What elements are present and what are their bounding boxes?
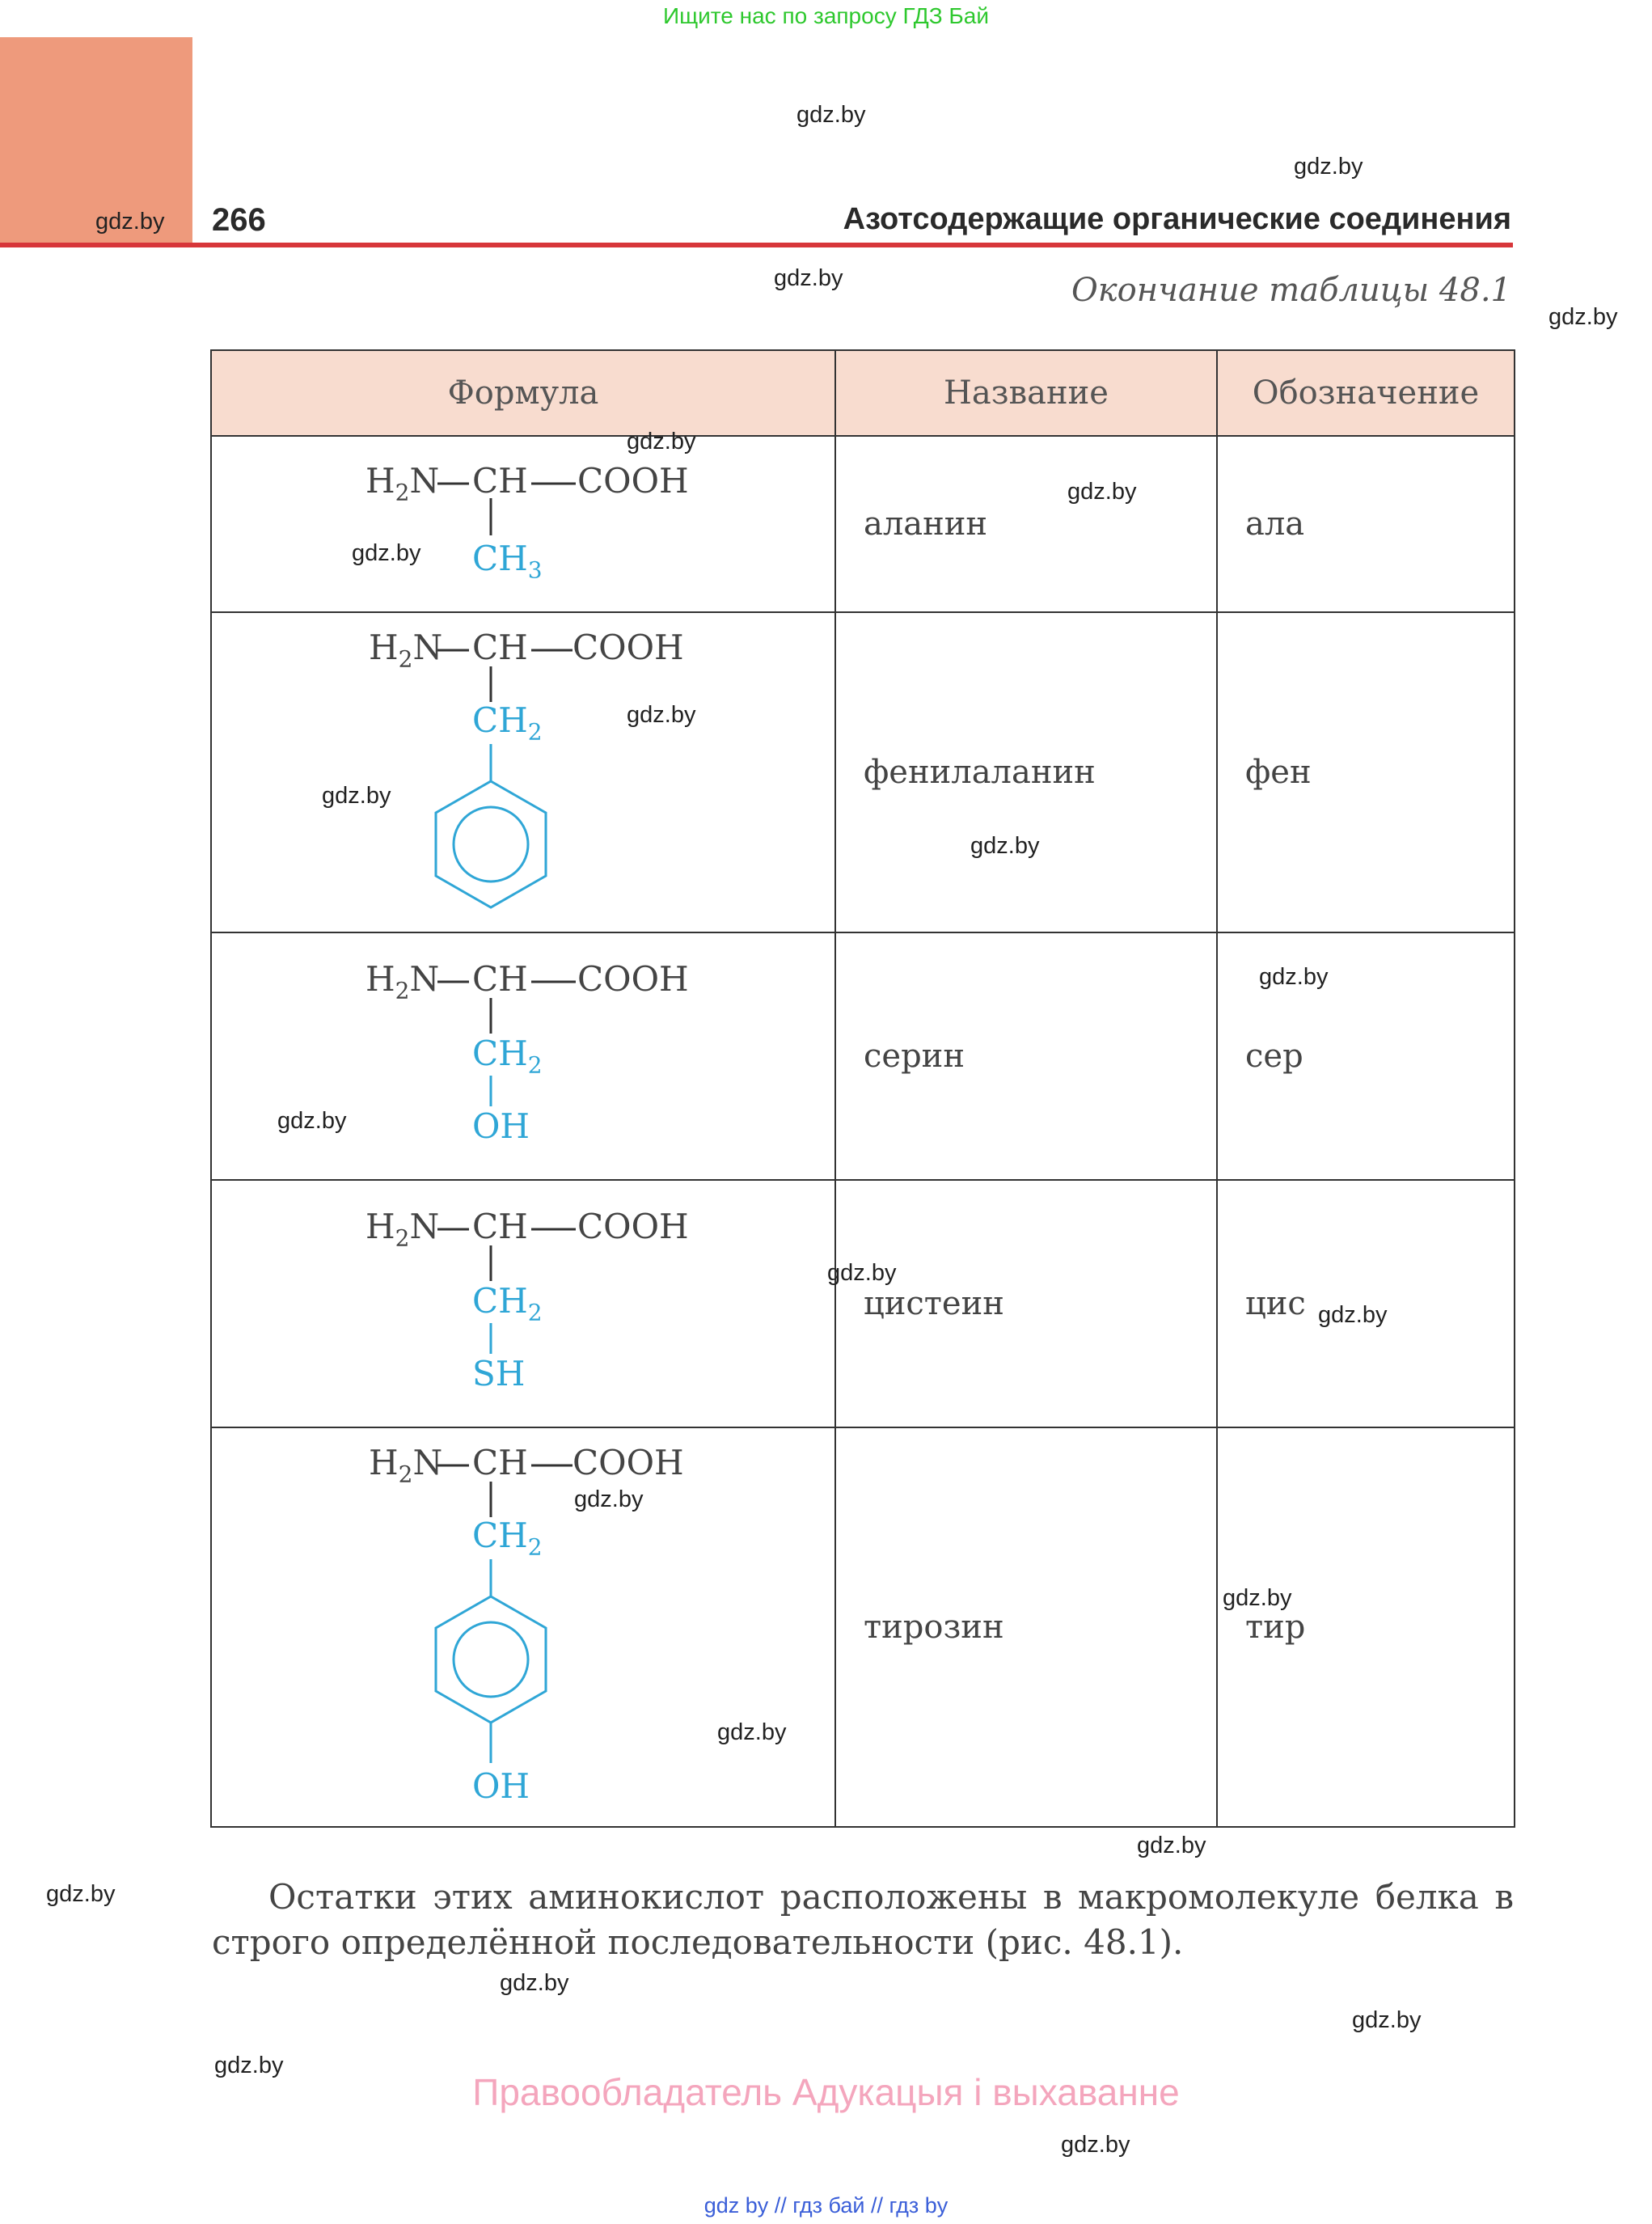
header-rule xyxy=(0,243,1513,247)
amino-code: тир xyxy=(1217,1427,1515,1827)
watermark: gdz.by xyxy=(970,833,1040,859)
table-header-row xyxy=(211,350,1515,436)
benzene-ring-icon xyxy=(436,1596,546,1723)
watermark: gdz.by xyxy=(322,783,391,809)
hydroxyl-group: OH xyxy=(472,1766,530,1806)
alpha-carbon: CH xyxy=(472,1207,528,1246)
watermark: gdz.by xyxy=(1318,1302,1388,1328)
amino-name: фенилаланин xyxy=(835,612,1217,932)
watermark: gdz.by xyxy=(1548,304,1618,330)
header-name: Название xyxy=(835,350,1217,436)
alpha-carbon: CH xyxy=(472,628,528,667)
carboxyl-group: COOH xyxy=(577,461,689,501)
watermark: gdz.by xyxy=(574,1486,644,1512)
amino-code: сер xyxy=(1217,932,1515,1180)
footer-links[interactable]: gdz by // гдз бай // гдз by xyxy=(703,2193,949,2218)
benzene-ring-icon xyxy=(436,781,546,907)
carboxyl-group: COOH xyxy=(572,1443,684,1482)
thiol-group: SH xyxy=(472,1354,526,1393)
alpha-carbon: CH xyxy=(472,461,528,501)
side-chain-methylene: $CH_2$ xyxy=(472,700,543,746)
amino-group: $H_2N$ xyxy=(369,628,443,673)
side-chain-methylene: $CH_2$ xyxy=(472,1516,543,1561)
amino-code: цис xyxy=(1217,1180,1515,1427)
formula-cell-phenylalanine xyxy=(211,612,835,932)
amino-name: серин xyxy=(835,932,1217,1180)
side-chain-methyl: $CH_3$ xyxy=(472,539,543,584)
watermark: gdz.by xyxy=(627,702,696,728)
watermark: gdz.by xyxy=(717,1719,787,1745)
carboxyl-group: COOH xyxy=(577,1207,689,1246)
watermark: gdz.by xyxy=(500,1970,569,1996)
amino-name: аланин xyxy=(835,436,1217,612)
watermark: gdz.by xyxy=(214,2053,284,2078)
watermark: gdz.by xyxy=(827,1260,897,1286)
header-formula: Формула xyxy=(211,350,835,436)
amino-code: фен xyxy=(1217,612,1515,932)
watermark: gdz.by xyxy=(1061,2132,1130,2158)
header-code: Обозначение xyxy=(1217,350,1515,436)
amino-group: $H_2N$ xyxy=(365,1207,440,1252)
amino-code: ала xyxy=(1217,436,1515,612)
amino-name: тирозин xyxy=(835,1427,1217,1827)
side-chain-methylene: $CH_2$ xyxy=(472,1034,543,1079)
watermark: gdz.by xyxy=(1067,479,1137,505)
carboxyl-group: COOH xyxy=(577,959,689,999)
watermark: gdz.by xyxy=(774,265,843,291)
table-row xyxy=(211,436,1515,612)
formula-cell-alanine xyxy=(211,436,835,612)
page-number: 266 xyxy=(212,202,266,238)
table-row xyxy=(211,612,1515,932)
formula-cell-tyrosine xyxy=(211,1427,835,1827)
amino-name: цистеин xyxy=(835,1180,1217,1427)
amino-group: $H_2N$ xyxy=(365,461,440,506)
copyright-notice: Правообладатель Адукацыя і выхаванне xyxy=(472,2071,1180,2113)
watermark: gdz.by xyxy=(277,1108,347,1134)
table-row xyxy=(211,1427,1515,1827)
alpha-carbon: CH xyxy=(472,1443,528,1482)
watermark: gdz.by xyxy=(1137,1833,1206,1858)
carboxyl-group: COOH xyxy=(572,628,684,667)
amino-acid-table xyxy=(210,349,1515,1828)
watermark: gdz.by xyxy=(627,429,696,455)
watermark: gdz.by xyxy=(1223,1585,1292,1611)
hydroxyl-group: OH xyxy=(472,1106,530,1146)
formula-cell-serine xyxy=(211,932,835,1180)
side-chain-methylene: $CH_2$ xyxy=(472,1281,543,1326)
amino-group: $H_2N$ xyxy=(365,959,440,1004)
table-caption: Окончание таблицы 48.1 xyxy=(1071,272,1511,309)
watermark: gdz.by xyxy=(1294,154,1363,180)
watermark: gdz.by xyxy=(796,102,866,128)
body-paragraph: Остатки этих аминокислот расположены в макромолекуле белка в строго определённой последовательности (рис. 48.1). xyxy=(212,1877,1514,1962)
amino-group: $H_2N$ xyxy=(369,1443,443,1488)
watermark: gdz.by xyxy=(95,209,165,235)
alpha-carbon: CH xyxy=(472,959,528,999)
watermark: gdz.by xyxy=(46,1881,116,1907)
chapter-title: Азотсодержащие органические соединения xyxy=(843,202,1511,236)
promo-banner[interactable]: Ищите нас по запросу ГДЗ Бай xyxy=(662,3,990,28)
watermark: gdz.by xyxy=(1352,2007,1422,2033)
watermark: gdz.by xyxy=(352,540,421,566)
formula-cell-cysteine xyxy=(211,1180,835,1427)
watermark: gdz.by xyxy=(1259,964,1329,990)
